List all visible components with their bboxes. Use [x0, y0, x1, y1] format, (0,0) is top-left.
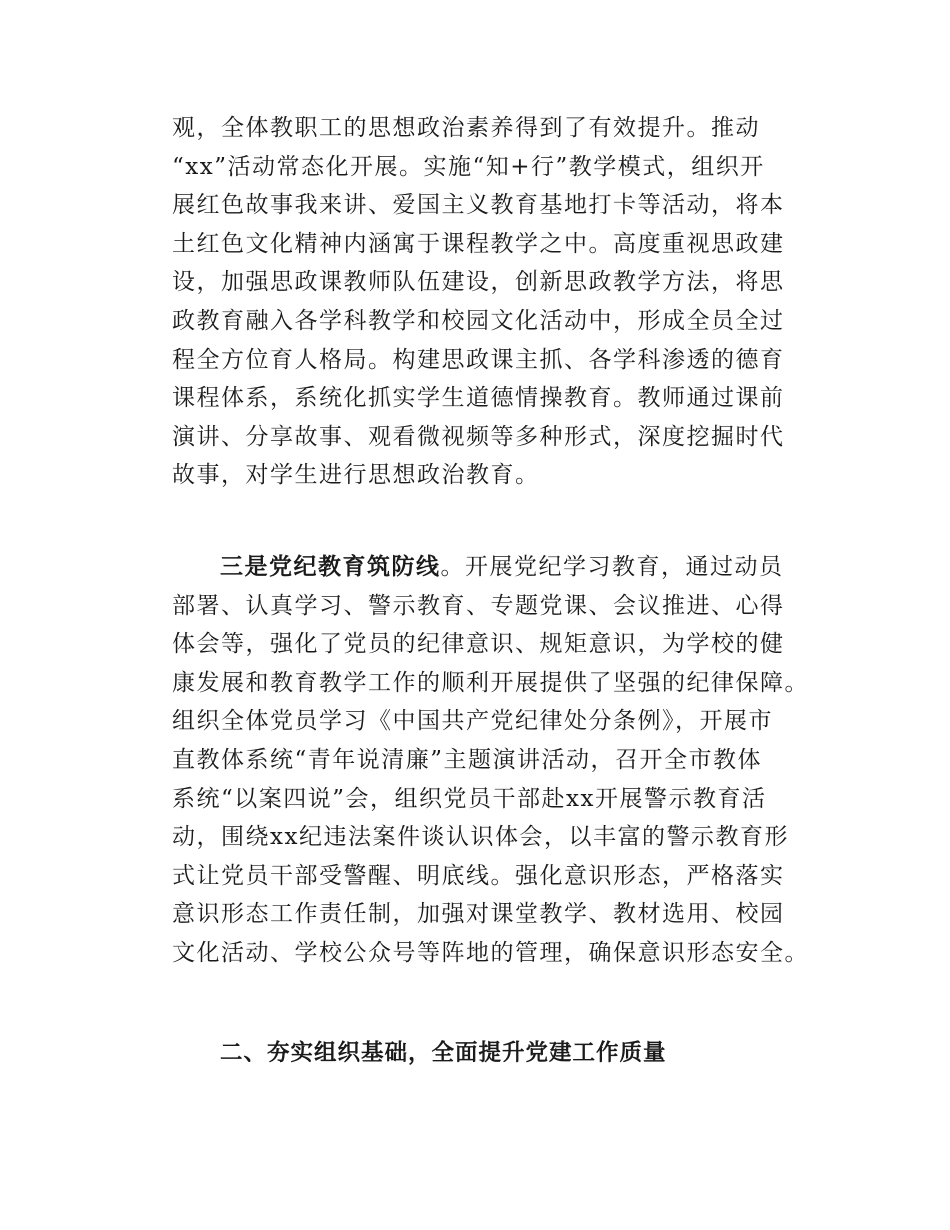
- paragraph-line: 系统“以案四说”会，组织党员干部赴xx开展警示教育活: [172, 785, 767, 812]
- paragraph-lead-heading: 三是党纪教育筑防线: [220, 554, 441, 580]
- paragraph-line: 直教体系统“青年说清廉”主题演讲活动，召开全市教体: [172, 746, 763, 773]
- paragraph-line: 故事，对学生进行思想政治教育。: [172, 462, 540, 489]
- paragraph-line: 程全方位育人格局。构建思政课主抓、各学科渗透的德育: [172, 346, 785, 373]
- paragraph-line: 文化活动、学校公众号等阵地的管理，确保意识形态安全。: [172, 939, 809, 966]
- paragraph-line: 观，全体教职工的思想政治素养得到了有效提升。推动: [172, 115, 760, 141]
- paragraph-line: 政教育融入各学科教学和校园文化活动中，形成全员全过: [172, 307, 785, 334]
- paragraph-line: 土红色文化精神内涵寓于课程教学之中。高度重视思政建: [172, 230, 785, 257]
- paragraph-line: 意识形态工作责任制，加强对课堂教学、教材选用、校园: [172, 901, 785, 928]
- paragraph-line: 设，加强思政课教师队伍建设，创新思政教学方法，将思: [172, 269, 785, 296]
- paragraph-line: 式让党员干部受警醒、明底线。强化意识形态，严格落实: [172, 862, 785, 889]
- paragraph-line: 演讲、分享故事、观看微视频等多种形式，深度挖掘时代: [172, 423, 785, 450]
- section-heading: 二、夯实组织基础，全面提升党建工作质量: [220, 1040, 667, 1066]
- paragraph-line: 组织全体党员学习《中国共产党纪律处分条例》，开展市: [172, 708, 773, 735]
- paragraph-line: 课程体系，系统化抓实学生道德情操教育。教师通过课前: [172, 385, 785, 412]
- paragraph-lead-text: 。开展党纪学习教育，通过动员: [440, 554, 784, 580]
- paragraph-line: 部署、认真学习、警示教育、专题党课、会议推进、心得: [172, 592, 785, 619]
- paragraph-line: “xx”活动常态化开展。实施“知+行”教学模式，组织开: [172, 153, 765, 180]
- paragraph-1: [172, 109, 812, 495]
- paragraph-line: 康发展和教育教学工作的顺利开展提供了坚强的纪律保障。: [172, 669, 809, 696]
- paragraph-2: [172, 548, 812, 973]
- paragraph-line: 体会等，强化了党员的纪律意识、规矩意识，为学校的健: [172, 631, 785, 658]
- paragraph-line: 展红色故事我来讲、爱国主义教育基地打卡等活动，将本: [172, 192, 785, 219]
- paragraph-line: 动，围绕xx纪违法案件谈认识体会，以丰富的警示教育形: [172, 824, 789, 851]
- paragraph-first-line: [172, 548, 812, 587]
